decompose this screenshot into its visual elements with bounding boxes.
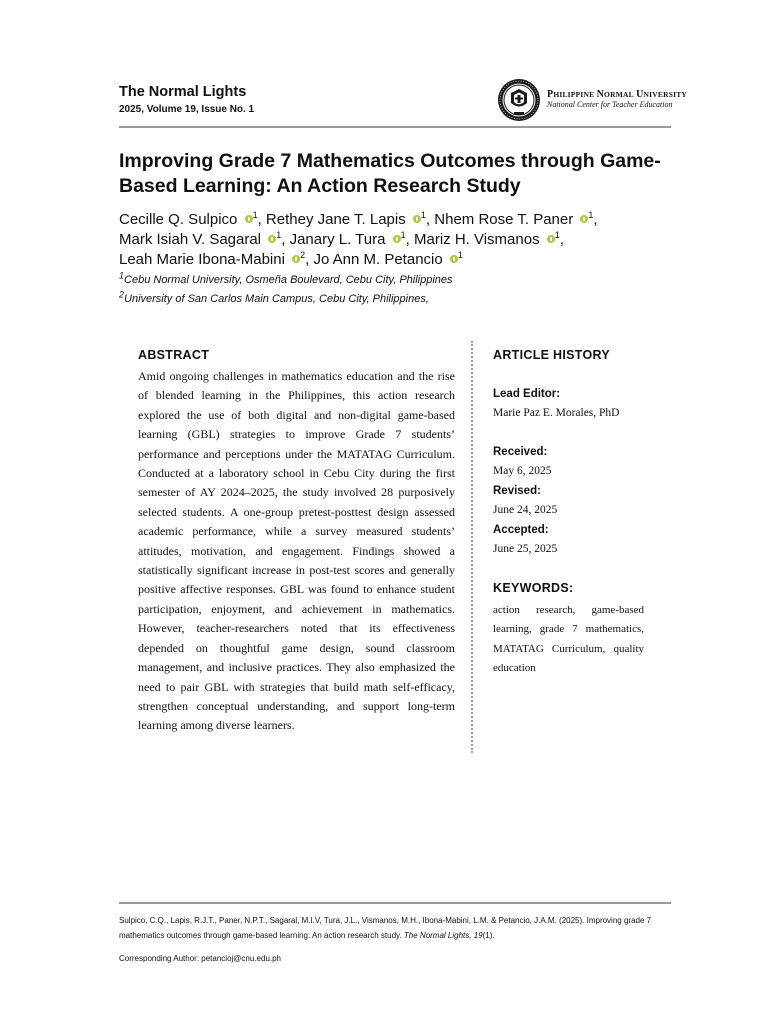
- accepted-label: Accepted:: [493, 524, 549, 536]
- journal-name: The Normal Lights: [119, 84, 247, 100]
- abstract-heading: ABSTRACT: [138, 348, 210, 362]
- author-name: Mark Isiah V. Sagaral: [119, 231, 262, 248]
- orcid-icon[interactable]: [393, 235, 401, 243]
- column-divider: [471, 341, 473, 753]
- author: [313, 251, 462, 268]
- author-name: Cecille Q. Sulpico: [119, 211, 238, 228]
- author-affiliation-mark: 1: [554, 230, 560, 240]
- author-separator: ,: [405, 231, 414, 248]
- author-name: Janary L. Tura: [289, 231, 386, 248]
- author-list: [119, 210, 679, 270]
- author: [119, 211, 266, 228]
- orcid-icon[interactable]: [413, 215, 421, 223]
- article-history-heading: ARTICLE HISTORY: [493, 348, 611, 362]
- author-separator: ,: [257, 211, 266, 228]
- affiliation-mark: 1: [119, 270, 125, 281]
- affiliation-text: Cebu Normal University, Osmeña Boulevard, Cebu City, Philippines: [124, 274, 453, 286]
- lead-editor-label: Lead Editor:: [493, 388, 561, 400]
- author-affiliation-mark: 1: [457, 250, 463, 260]
- citation: [119, 914, 679, 943]
- university-block: [547, 89, 687, 110]
- author-affiliation-mark: 1: [276, 230, 282, 240]
- author-affiliation-mark: 2: [300, 250, 306, 260]
- revised-date: June 24, 2025: [493, 504, 558, 516]
- author-separator: ,: [425, 211, 435, 228]
- citation-journal: The Normal Lights, 19: [403, 930, 483, 940]
- orcid-icon[interactable]: [268, 235, 276, 243]
- author-name: Rethey Jane T. Lapis: [265, 211, 406, 228]
- revised-label: Revised:: [493, 485, 541, 497]
- affiliation-text: University of San Carlos Main Campus, Cebu City, Philippines,: [124, 293, 429, 305]
- affiliation-mark: 2: [119, 289, 125, 300]
- author: [266, 211, 434, 228]
- author-separator: ,: [559, 231, 564, 248]
- author-name: Leah Marie Ibona-Mabini: [119, 251, 285, 268]
- keywords-heading: KEYWORDS:: [493, 581, 574, 595]
- journal-header: [119, 84, 261, 116]
- university-unit: National Center for Teacher Education: [547, 100, 673, 109]
- received-label: Received:: [493, 446, 548, 458]
- paper-title: Improving Grade 7 Mathematics Outcomes through Game-Based Learning: An Action Research Study: [119, 150, 661, 197]
- university-seal-icon: [497, 78, 541, 122]
- author-affiliation-mark: 1: [588, 210, 594, 220]
- orcid-icon[interactable]: [245, 215, 253, 223]
- abstract-text: Amid ongoing challenges in mathematics education and the rise of blended learning in the Philippines, this action research explored the use of both digital and non-digital game-based learning (GBL) strategies to improve Grade 7 students’ performance and perceptions under the MATATAG Curriculum. Conducted at a laboratory school in Cebu City during the first semester of AY 2024–2025, the study involved 28 purposively selected students. A one-group pretest-posttest design assessed academic performance, while a survey measured students’ attitudes, motivation, and engagement. Findings showed a statistically significant increase in post-test scores and generally positive affective responses. GBL was found to enhance student participation, enjoyment, and achievement in mathematics. However, teacher-researchers noted that its effectiveness depended on thoughtful game design, sound classroom management, and inclusive practices. They also emphasized the need to pair GBL with strategies that build math self-efficacy, strengthen conceptual understanding, and support long-term learning among diverse learners.: [138, 369, 455, 733]
- author-separator: ,: [593, 211, 598, 228]
- author-affiliation-mark: 1: [400, 230, 406, 240]
- corresponding-author: Corresponding Author: petancioj@cnu.edu.ph: [119, 954, 282, 963]
- author: [414, 231, 564, 248]
- affiliation: [119, 270, 679, 287]
- author: [119, 231, 290, 248]
- affiliation: [119, 289, 679, 306]
- lead-editor-value: Marie Paz E. Morales, PhD: [493, 407, 620, 419]
- header-rule: [119, 126, 671, 128]
- footer-rule: [119, 902, 671, 904]
- received-date: May 6, 2025: [493, 465, 552, 477]
- author-name: Jo Ann M. Petancio: [313, 251, 443, 268]
- citation-issue: (1).: [482, 930, 495, 940]
- orcid-icon[interactable]: [547, 235, 555, 243]
- orcid-icon[interactable]: [292, 255, 300, 263]
- author-separator: ,: [305, 251, 314, 268]
- author: [290, 231, 414, 248]
- author-affiliation-mark: 1: [252, 210, 258, 220]
- author-affiliation-mark: 1: [420, 210, 426, 220]
- author: [119, 251, 313, 268]
- author-name: Nhem Rose T. Paner: [434, 211, 574, 228]
- author-name: Mariz H. Vismanos: [413, 231, 540, 248]
- accepted-date: June 25, 2025: [493, 543, 558, 555]
- keywords-text: action research, game-based learning, grade 7 mathematics, MATATAG Curriculum, quality education: [493, 604, 644, 674]
- university-name: PHILIPPINE NORMAL UNIVERSITY: [547, 89, 688, 100]
- author-separator: ,: [281, 231, 290, 248]
- citation-text: Sulpico, C.Q., Lapis, R.J.T., Paner, N.P.T., Sagaral, M.I.V, Tura, J.L., Vismanos, M.H., Ibona-Mabini, L.M. & Petancio, J.A.M. (2025). Improving grade 7 mathematics outcomes through game-based learning: An action research study.: [119, 916, 652, 940]
- orcid-icon[interactable]: [580, 215, 588, 223]
- author: [434, 211, 597, 228]
- journal-issue: 2025, Volume 19, Issue No. 1: [119, 103, 255, 115]
- orcid-icon[interactable]: [450, 255, 458, 263]
